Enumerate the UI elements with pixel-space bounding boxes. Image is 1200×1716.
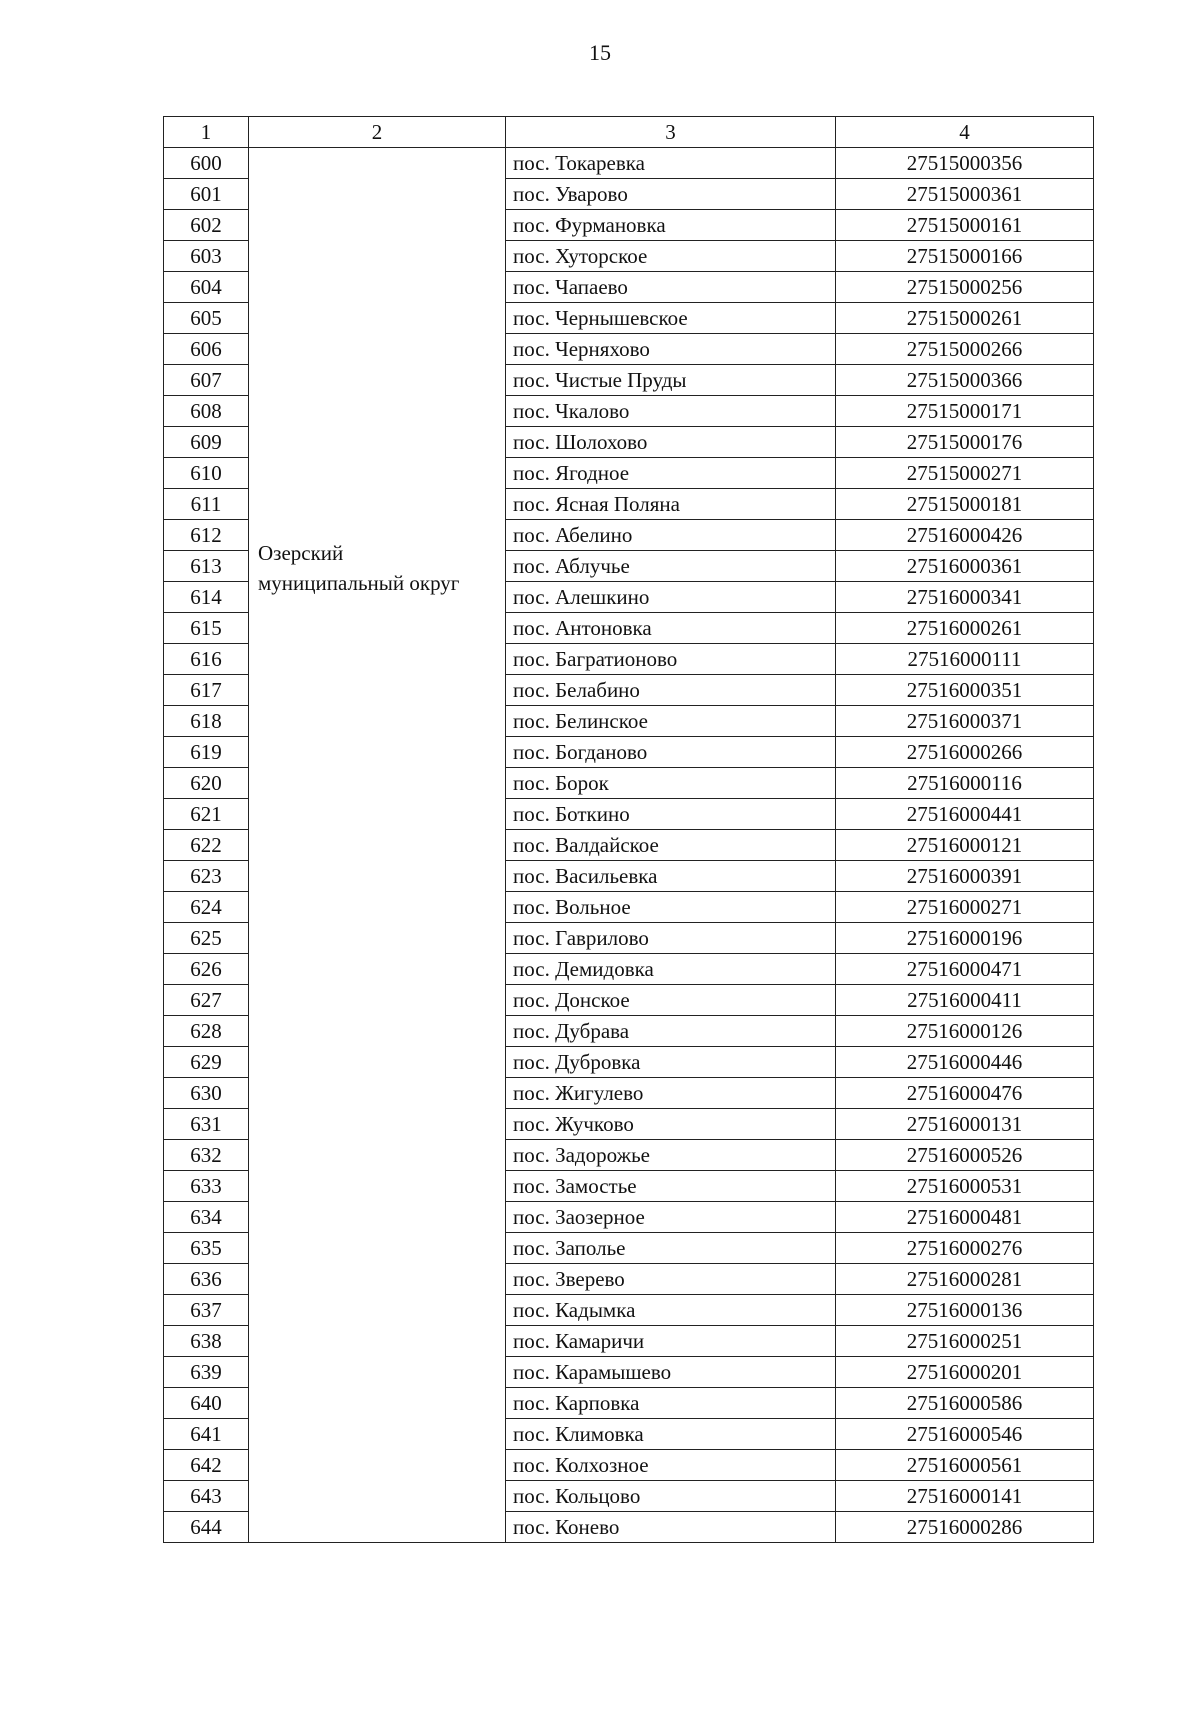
settlement-name: пос. Гаврилово bbox=[506, 923, 836, 954]
row-number: 638 bbox=[164, 1326, 249, 1357]
row-number: 634 bbox=[164, 1202, 249, 1233]
settlement-code: 27515000181 bbox=[836, 489, 1094, 520]
row-number: 642 bbox=[164, 1450, 249, 1481]
settlement-name: пос. Багратионово bbox=[506, 644, 836, 675]
row-number: 626 bbox=[164, 954, 249, 985]
settlement-code: 27516000341 bbox=[836, 582, 1094, 613]
settlement-name: пос. Донское bbox=[506, 985, 836, 1016]
settlement-name: пос. Карамышево bbox=[506, 1357, 836, 1388]
row-number: 621 bbox=[164, 799, 249, 830]
settlement-name: пос. Белинское bbox=[506, 706, 836, 737]
settlement-code: 27516000546 bbox=[836, 1419, 1094, 1450]
settlement-code: 27515000356 bbox=[836, 148, 1094, 179]
row-number: 614 bbox=[164, 582, 249, 613]
settlement-name: пос. Карповка bbox=[506, 1388, 836, 1419]
settlement-code: 27515000266 bbox=[836, 334, 1094, 365]
row-number: 633 bbox=[164, 1171, 249, 1202]
row-number: 635 bbox=[164, 1233, 249, 1264]
settlement-code: 27516000471 bbox=[836, 954, 1094, 985]
settlement-name: пос. Вольное bbox=[506, 892, 836, 923]
settlement-code: 27515000161 bbox=[836, 210, 1094, 241]
settlement-name: пос. Заозерное bbox=[506, 1202, 836, 1233]
settlement-name: пос. Жучково bbox=[506, 1109, 836, 1140]
settlement-name: пос. Чистые Пруды bbox=[506, 365, 836, 396]
settlement-code: 27516000441 bbox=[836, 799, 1094, 830]
row-number: 620 bbox=[164, 768, 249, 799]
settlement-name: пос. Хуторское bbox=[506, 241, 836, 272]
settlement-code: 27516000271 bbox=[836, 892, 1094, 923]
settlement-name: пос. Абелино bbox=[506, 520, 836, 551]
row-number: 629 bbox=[164, 1047, 249, 1078]
row-number: 619 bbox=[164, 737, 249, 768]
settlement-code: 27516000116 bbox=[836, 768, 1094, 799]
settlement-code: 27516000351 bbox=[836, 675, 1094, 706]
table-body bbox=[164, 148, 1094, 1543]
row-number: 630 bbox=[164, 1078, 249, 1109]
row-number: 632 bbox=[164, 1140, 249, 1171]
settlement-code: 27516000526 bbox=[836, 1140, 1094, 1171]
settlement-code: 27515000171 bbox=[836, 396, 1094, 427]
settlement-name: пос. Аблучье bbox=[506, 551, 836, 582]
settlement-name: пос. Белабино bbox=[506, 675, 836, 706]
settlement-code: 27516000531 bbox=[836, 1171, 1094, 1202]
settlements-table bbox=[163, 116, 1094, 1543]
settlement-name: пос. Фурмановка bbox=[506, 210, 836, 241]
settlement-code: 27516000261 bbox=[836, 613, 1094, 644]
row-number: 601 bbox=[164, 179, 249, 210]
settlement-name: пос. Дубровка bbox=[506, 1047, 836, 1078]
settlement-code: 27515000166 bbox=[836, 241, 1094, 272]
settlement-code: 27516000286 bbox=[836, 1512, 1094, 1543]
row-number: 615 bbox=[164, 613, 249, 644]
settlement-name: пос. Жигулево bbox=[506, 1078, 836, 1109]
settlement-name: пос. Чернышевское bbox=[506, 303, 836, 334]
row-number: 612 bbox=[164, 520, 249, 551]
settlement-code: 27516000276 bbox=[836, 1233, 1094, 1264]
header-col-3: 3 bbox=[506, 117, 836, 148]
row-number: 623 bbox=[164, 861, 249, 892]
settlement-code: 27515000256 bbox=[836, 272, 1094, 303]
row-number: 640 bbox=[164, 1388, 249, 1419]
settlement-code: 27516000201 bbox=[836, 1357, 1094, 1388]
settlement-code: 27516000121 bbox=[836, 830, 1094, 861]
table-header-row bbox=[164, 117, 1094, 148]
row-number: 605 bbox=[164, 303, 249, 334]
settlement-name: пос. Алешкино bbox=[506, 582, 836, 613]
settlement-code: 27516000126 bbox=[836, 1016, 1094, 1047]
row-number: 644 bbox=[164, 1512, 249, 1543]
settlement-name: пос. Конево bbox=[506, 1512, 836, 1543]
settlement-name: пос. Антоновка bbox=[506, 613, 836, 644]
row-number: 606 bbox=[164, 334, 249, 365]
row-number: 603 bbox=[164, 241, 249, 272]
row-number: 624 bbox=[164, 892, 249, 923]
row-number: 622 bbox=[164, 830, 249, 861]
header-col-1: 1 bbox=[164, 117, 249, 148]
settlement-name: пос. Климовка bbox=[506, 1419, 836, 1450]
settlement-name: пос. Токаревка bbox=[506, 148, 836, 179]
settlement-code: 27516000586 bbox=[836, 1388, 1094, 1419]
settlement-name: пос. Шолохово bbox=[506, 427, 836, 458]
table-row bbox=[164, 148, 1094, 179]
district-name-line-2: муниципальный округ bbox=[258, 571, 460, 595]
settlement-name: пос. Кольцово bbox=[506, 1481, 836, 1512]
row-number: 607 bbox=[164, 365, 249, 396]
settlement-code: 27516000141 bbox=[836, 1481, 1094, 1512]
settlement-name: пос. Заполье bbox=[506, 1233, 836, 1264]
settlement-code: 27516000131 bbox=[836, 1109, 1094, 1140]
row-number: 641 bbox=[164, 1419, 249, 1450]
row-number: 639 bbox=[164, 1357, 249, 1388]
row-number: 643 bbox=[164, 1481, 249, 1512]
row-number: 637 bbox=[164, 1295, 249, 1326]
district-name-line-1: Озерский bbox=[258, 541, 344, 565]
settlement-name: пос. Ясная Поляна bbox=[506, 489, 836, 520]
settlement-name: пос. Колхозное bbox=[506, 1450, 836, 1481]
district-cell bbox=[249, 148, 506, 1543]
settlement-code: 27516000561 bbox=[836, 1450, 1094, 1481]
row-number: 602 bbox=[164, 210, 249, 241]
settlement-name: пос. Зверево bbox=[506, 1264, 836, 1295]
page-number: 15 bbox=[589, 40, 611, 65]
settlement-code: 27516000426 bbox=[836, 520, 1094, 551]
settlement-code: 27516000281 bbox=[836, 1264, 1094, 1295]
row-number: 600 bbox=[164, 148, 249, 179]
row-number: 625 bbox=[164, 923, 249, 954]
row-number: 616 bbox=[164, 644, 249, 675]
settlement-code: 27516000481 bbox=[836, 1202, 1094, 1233]
row-number: 611 bbox=[164, 489, 249, 520]
settlement-name: пос. Чкалово bbox=[506, 396, 836, 427]
settlement-name: пос. Богданово bbox=[506, 737, 836, 768]
row-number: 604 bbox=[164, 272, 249, 303]
district-spacer bbox=[249, 148, 505, 538]
row-number: 608 bbox=[164, 396, 249, 427]
settlement-name: пос. Кадымка bbox=[506, 1295, 836, 1326]
settlement-code: 27515000261 bbox=[836, 303, 1094, 334]
settlement-name: пос. Васильевка bbox=[506, 861, 836, 892]
settlement-name: пос. Боткино bbox=[506, 799, 836, 830]
row-number: 609 bbox=[164, 427, 249, 458]
settlement-code: 27516000476 bbox=[836, 1078, 1094, 1109]
row-number: 613 bbox=[164, 551, 249, 582]
settlement-code: 27516000411 bbox=[836, 985, 1094, 1016]
settlement-code: 27515000176 bbox=[836, 427, 1094, 458]
row-number: 627 bbox=[164, 985, 249, 1016]
settlement-name: пос. Чапаево bbox=[506, 272, 836, 303]
settlement-code: 27516000391 bbox=[836, 861, 1094, 892]
settlement-code: 27516000266 bbox=[836, 737, 1094, 768]
settlement-name: пос. Замостье bbox=[506, 1171, 836, 1202]
settlement-code: 27516000361 bbox=[836, 551, 1094, 582]
district-name bbox=[249, 538, 505, 598]
row-number: 636 bbox=[164, 1264, 249, 1295]
row-number: 617 bbox=[164, 675, 249, 706]
row-number: 610 bbox=[164, 458, 249, 489]
settlement-code: 27516000371 bbox=[836, 706, 1094, 737]
header-col-2: 2 bbox=[249, 117, 506, 148]
row-number: 618 bbox=[164, 706, 249, 737]
settlement-code: 27516000446 bbox=[836, 1047, 1094, 1078]
settlement-name: пос. Дубрава bbox=[506, 1016, 836, 1047]
settlement-name: пос. Валдайское bbox=[506, 830, 836, 861]
settlement-name: пос. Демидовка bbox=[506, 954, 836, 985]
settlement-code: 27516000196 bbox=[836, 923, 1094, 954]
settlement-code: 27516000136 bbox=[836, 1295, 1094, 1326]
settlement-name: пос. Борок bbox=[506, 768, 836, 799]
settlement-name: пос. Черняхово bbox=[506, 334, 836, 365]
settlement-name: пос. Камаричи bbox=[506, 1326, 836, 1357]
settlement-code: 27515000361 bbox=[836, 179, 1094, 210]
settlement-name: пос. Ягодное bbox=[506, 458, 836, 489]
header-col-4: 4 bbox=[836, 117, 1094, 148]
settlement-code: 27516000111 bbox=[836, 644, 1094, 675]
settlement-name: пос. Уварово bbox=[506, 179, 836, 210]
settlement-code: 27515000271 bbox=[836, 458, 1094, 489]
row-number: 631 bbox=[164, 1109, 249, 1140]
settlement-name: пос. Задорожье bbox=[506, 1140, 836, 1171]
row-number: 628 bbox=[164, 1016, 249, 1047]
settlement-code: 27516000251 bbox=[836, 1326, 1094, 1357]
settlement-code: 27515000366 bbox=[836, 365, 1094, 396]
